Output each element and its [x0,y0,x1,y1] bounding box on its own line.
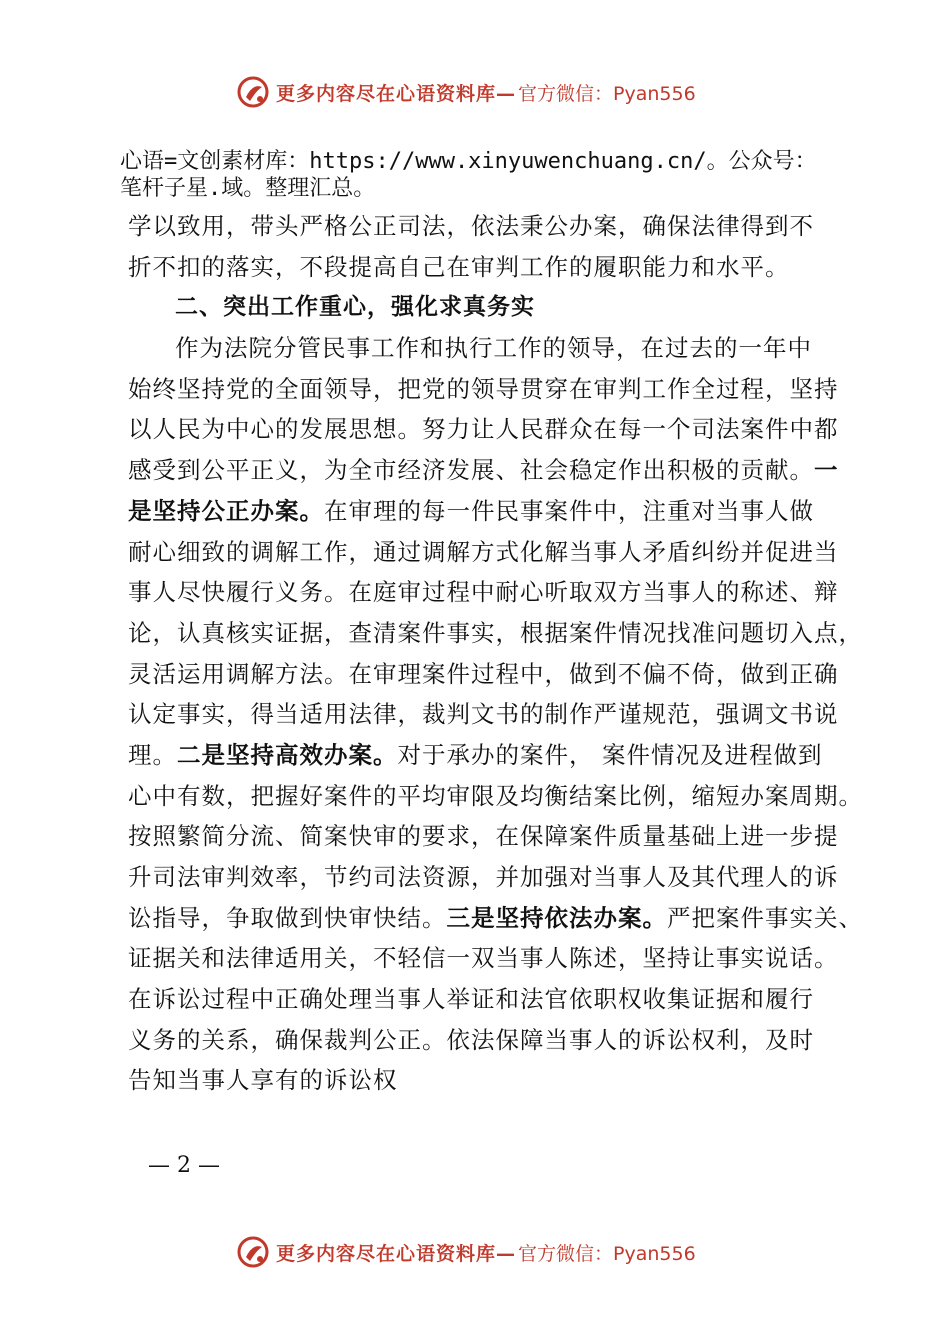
body-text: 严把案件事实关、 [667,903,863,932]
header-banner [236,72,696,112]
footer-banner [236,1232,696,1272]
body-line: 义务的关系，确保裁判公正。依法保障当事人的诉讼权利，及时 [128,1025,814,1054]
page-number: — 2 — [148,1153,220,1178]
body-line: 始终坚持党的全面领导，把党的领导贯穿在审判工作全过程，坚持 [128,374,839,403]
body-text: 对于承办的案件， 案件情况及进程做到 [397,740,823,769]
body-line: 灵活运用调解方法。在审理案件过程中，做到不偏不倚，做到正确 [128,659,839,688]
banner-contact: 官方微信：Pyan556 [518,82,696,105]
section-heading: 二、突出工作重心，强化求真务实 [175,294,535,321]
body-line: 认定事实，得当适用法律，裁判文书的制作严谨规范，强调文书说 [128,700,839,729]
body-line: 论，认真核实证据，查清案件事实，根据案件情况找准问题切入点， [128,618,863,647]
body-text: 感受到公平正义，为全市经济发展、社会稳定作出积极的贡献。 [128,456,814,485]
body-line: 告知当事人享有的诉讼权 [128,1066,398,1095]
document-body [128,206,863,1101]
body-line: 证据关和法律适用关，不轻信一双当事人陈述，坚持让事实说话。 [128,944,839,973]
emphasis-text: 三是坚持依法办案。 [446,903,667,932]
body-line [128,491,850,532]
body-line: 学以致用，带头严格公正司法，依法秉公办案，确保法律得到不 [128,212,814,240]
source-note-line: 心语=文创素材库：https://www.xinyuwenchuang.cn/。公众号： [120,149,817,174]
emphasis-text: 二是坚持高效办案。 [177,740,398,769]
source-note-line: 笔杆子星.域。整理汇总。 [120,176,376,201]
logo-icon [236,75,270,109]
body-line: 升司法审判效率，节约司法资源，并加强对当事人及其代理人的诉 [128,863,839,891]
banner-contact: 官方微信：Pyan556 [518,1242,696,1265]
source-note [120,148,840,202]
body-line: 耐心细致的调解工作，通过调解方式化解当事人矛盾纠纷并促进当 [128,537,839,566]
body-line: 在诉讼过程中正确处理当事人举证和法官依职权收集证据和履行 [128,985,814,1014]
logo-icon [236,1235,270,1269]
body-line [128,898,863,939]
body-line [128,450,850,491]
body-line: 折不扣的落实，不段提高自己在审判工作的履职能力和水平。 [128,252,790,281]
body-text: 讼指导，争取做到快审快结。 [128,903,447,932]
body-line: 按照繁简分流、简案快审的要求，在保障案件质量基础上进一步提 [128,822,839,851]
body-text: 在审理的每一件民事案件中，注重对当事人做 [324,496,814,525]
emphasis-text: 一 [814,456,839,485]
body-line: 以人民为中心的发展思想。努力让人民群众在每一个司法案件中都 [128,415,839,444]
emphasis-text: 是坚持公正办案。 [128,496,324,525]
banner-title: 更多内容尽在心语资料库— [276,1242,517,1265]
body-text: 理。 [128,740,177,769]
body-line [128,735,850,776]
body-line: 事人尽快履行义务。在庭审过程中耐心听取双方当事人的称述、辩 [128,578,839,607]
body-line: 作为法院分管民事工作和执行工作的领导，在过去的一年中 [175,334,812,363]
body-line: 心中有数，把握好案件的平均审限及均衡结案比例，缩短办案周期。 [128,781,863,810]
banner-title: 更多内容尽在心语资料库— [276,82,517,105]
